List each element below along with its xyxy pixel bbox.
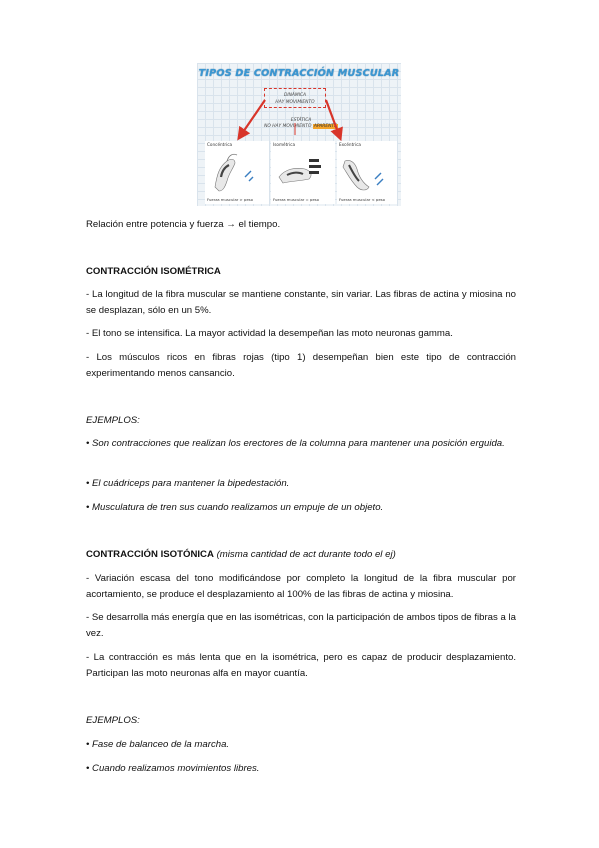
- examples-label-isotonic: EJEMPLOS:: [86, 715, 140, 726]
- panel-caption: Fuerza muscular = peso: [273, 197, 319, 202]
- static-highlight: APARENTE: [313, 124, 337, 129]
- panel-caption: Fuerza muscular > peso: [207, 197, 253, 202]
- contraction-types-figure: [197, 63, 401, 206]
- isotonic-heading-text: CONTRACCIÓN ISOTÓNICA: [86, 549, 214, 560]
- arrow-right: [326, 100, 339, 135]
- arm-extending-icon: [337, 147, 397, 195]
- panel-title: Concéntrica: [207, 142, 233, 147]
- dynamic-sublabel: HAY MOVIMIENTO: [275, 100, 315, 105]
- dynamic-label: DINÁMICA: [283, 93, 307, 98]
- isometric-example: • Musculatura de tren sus cuando realizamos un empuje de un objeto.: [86, 502, 384, 513]
- isotonic-item: - Se desarrolla más energía que en las isométricas, con la participación de ambos tipos de fibras a la vez.: [86, 612, 516, 639]
- isotonic-item: - La contracción es más lenta que en la isométrica, pero es capaz de producir desplazamiento. Participan las moto neuronas alfa en mayor cuantía.: [86, 652, 516, 679]
- panel-concentric: [205, 141, 269, 204]
- relation-line: Relación entre potencia y fuerza → el tiempo.: [86, 219, 281, 230]
- figure-title: TIPOS DE CONTRACCIÓN MUSCULAR: [198, 68, 400, 79]
- static-subtitle-text: NO HAY MOVIMIENTO: [264, 124, 312, 129]
- isotonic-heading-note: (misma cantidad de act durante todo el ej): [213, 549, 396, 560]
- panel-eccentric: [337, 141, 397, 204]
- isotonic-example: • Fase de balanceo de la marcha.: [86, 739, 230, 750]
- panel-title: Excéntrica: [339, 142, 361, 147]
- isometric-item: - Los músculos ricos en fibras rojas (tipo 1) desempeñan bien este tipo de contracción experimentando menos cansancio.: [86, 352, 516, 379]
- isometric-item: - La longitud de la fibra muscular se mantiene constante, sin variar. Las fibras de actina y miosina no se desplazan, sólo en un 5%.: [86, 289, 516, 316]
- section-heading-isotonic: [86, 547, 516, 563]
- examples-label-isometric: EJEMPLOS:: [86, 415, 140, 426]
- arm-flexed-icon: [205, 147, 269, 195]
- isometric-item: - El tono se intensifica. La mayor actividad la desempeñan las moto neuronas gamma.: [86, 328, 453, 339]
- panel-isometric: [271, 141, 335, 204]
- static-title: ESTÁTICA: [290, 118, 312, 123]
- panel-caption: Fuerza muscular < peso: [339, 197, 385, 202]
- isometric-example: • Son contracciones que realizan los erectores de la columna para mantener una posición erguida.: [86, 438, 505, 449]
- isotonic-example: • Cuando realizamos movimientos libres.: [86, 763, 260, 774]
- arm-holding-icon: [271, 147, 335, 195]
- arrow-left: [241, 100, 265, 135]
- section-heading-isometric: CONTRACCIÓN ISOMÉTRICA: [86, 266, 221, 277]
- isotonic-item: - Variación escasa del tono modificándose por completo la longitud de la fibra muscular por acortamiento, se produce el desplazamiento al 100% de las fibras de actina y miosina.: [86, 573, 516, 600]
- panel-title: Isométrica: [273, 142, 296, 147]
- isometric-example: • El cuádriceps para mantener la bipedestación.: [86, 478, 290, 489]
